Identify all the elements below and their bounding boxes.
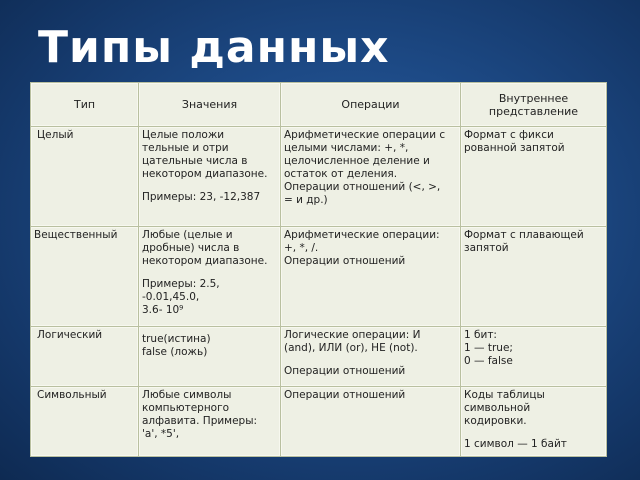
- cell-line: Формат с плавающей: [464, 229, 584, 241]
- cell-line: некотором диапазоне.: [142, 255, 268, 267]
- cell-line: 1 бит:: [464, 329, 497, 341]
- cell-line: 0 — false: [464, 355, 513, 367]
- cell-line: true(истина): [142, 333, 211, 345]
- cell-line: Примеры: 2.5,: [142, 278, 220, 290]
- row-internal: [461, 327, 607, 387]
- cell-line: Операции отношений: [284, 389, 406, 401]
- row-type: Символьный: [31, 387, 139, 457]
- row-type: Целый: [31, 127, 139, 227]
- cell-line: Арифметические операции с: [284, 129, 446, 141]
- row-values: [139, 227, 281, 327]
- cell-line: запятой: [464, 242, 509, 254]
- line-gap: [142, 181, 277, 191]
- cell-line: Операции отношений: [284, 365, 406, 377]
- table-row: [31, 327, 607, 387]
- row-internal: [461, 127, 607, 227]
- cell-line: некотором диапазоне.: [142, 168, 268, 180]
- cell-line: false (ложь): [142, 346, 208, 358]
- cell-line: Примеры: 23, -12,387: [142, 191, 261, 203]
- cell-line: = и др.): [284, 194, 328, 206]
- cell-line: рованной запятой: [464, 142, 565, 154]
- cell-line: Арифметические операции:: [284, 229, 440, 241]
- cell-line: остаток от деления.: [284, 168, 398, 180]
- cell-line: целочисленное деление и: [284, 155, 430, 167]
- cell-line: 'а', *5',: [142, 428, 180, 440]
- row-internal: [461, 387, 607, 457]
- cell-line: кодировки.: [464, 415, 527, 427]
- line-gap: [284, 355, 457, 365]
- data-types-table: [30, 82, 607, 457]
- cell-line: Логические операции: И: [284, 329, 421, 341]
- cell-line: Любые (целые и: [142, 229, 233, 241]
- table-row: [31, 387, 607, 457]
- header-internal: Внутреннее представление: [461, 83, 607, 127]
- row-operations: [281, 127, 461, 227]
- row-operations: [281, 327, 461, 387]
- cell-line: (and), ИЛИ (or), НЕ (not).: [284, 342, 418, 354]
- cell-line: 1 — true;: [464, 342, 513, 354]
- table-row: [31, 227, 607, 327]
- cell-line: цательные числа в: [142, 155, 248, 167]
- header-operations: Операции: [281, 83, 461, 127]
- row-values: [139, 327, 281, 387]
- cell-line: 3.6- 10⁹: [142, 304, 184, 316]
- line-gap: [142, 268, 277, 278]
- cell-line: 1 символ — 1 байт: [464, 438, 567, 450]
- cell-line: Коды таблицы: [464, 389, 545, 401]
- cell-line: тельные и отри: [142, 142, 229, 154]
- cell-line: -0.01,45.0,: [142, 291, 200, 303]
- cell-line: символьной: [464, 402, 531, 414]
- row-type: Логический: [31, 327, 139, 387]
- cell-line: +, *, /.: [284, 242, 319, 254]
- table-header-row: [31, 83, 607, 127]
- cell-line: Целые положи: [142, 129, 225, 141]
- row-operations: [281, 227, 461, 327]
- row-internal: [461, 227, 607, 327]
- slide-title: Типы данных: [38, 22, 390, 73]
- cell-line: Операции отношений (<, >,: [284, 181, 441, 193]
- row-values: [139, 387, 281, 457]
- cell-line: Формат с фикси: [464, 129, 554, 141]
- row-values: [139, 127, 281, 227]
- row-operations: [281, 387, 461, 457]
- cell-line: компьютерного: [142, 402, 230, 414]
- header-values: Значения: [139, 83, 281, 127]
- header-type: Тип: [31, 83, 139, 127]
- table-row: [31, 127, 607, 227]
- cell-line: Любые символы: [142, 389, 232, 401]
- cell-line: алфавита. Примеры:: [142, 415, 258, 427]
- row-type: Вещественный: [31, 227, 139, 327]
- cell-line: дробные) числа в: [142, 242, 240, 254]
- cell-line: целыми числами: +, *,: [284, 142, 409, 154]
- cell-line: Операции отношений: [284, 255, 406, 267]
- line-gap: [464, 428, 603, 438]
